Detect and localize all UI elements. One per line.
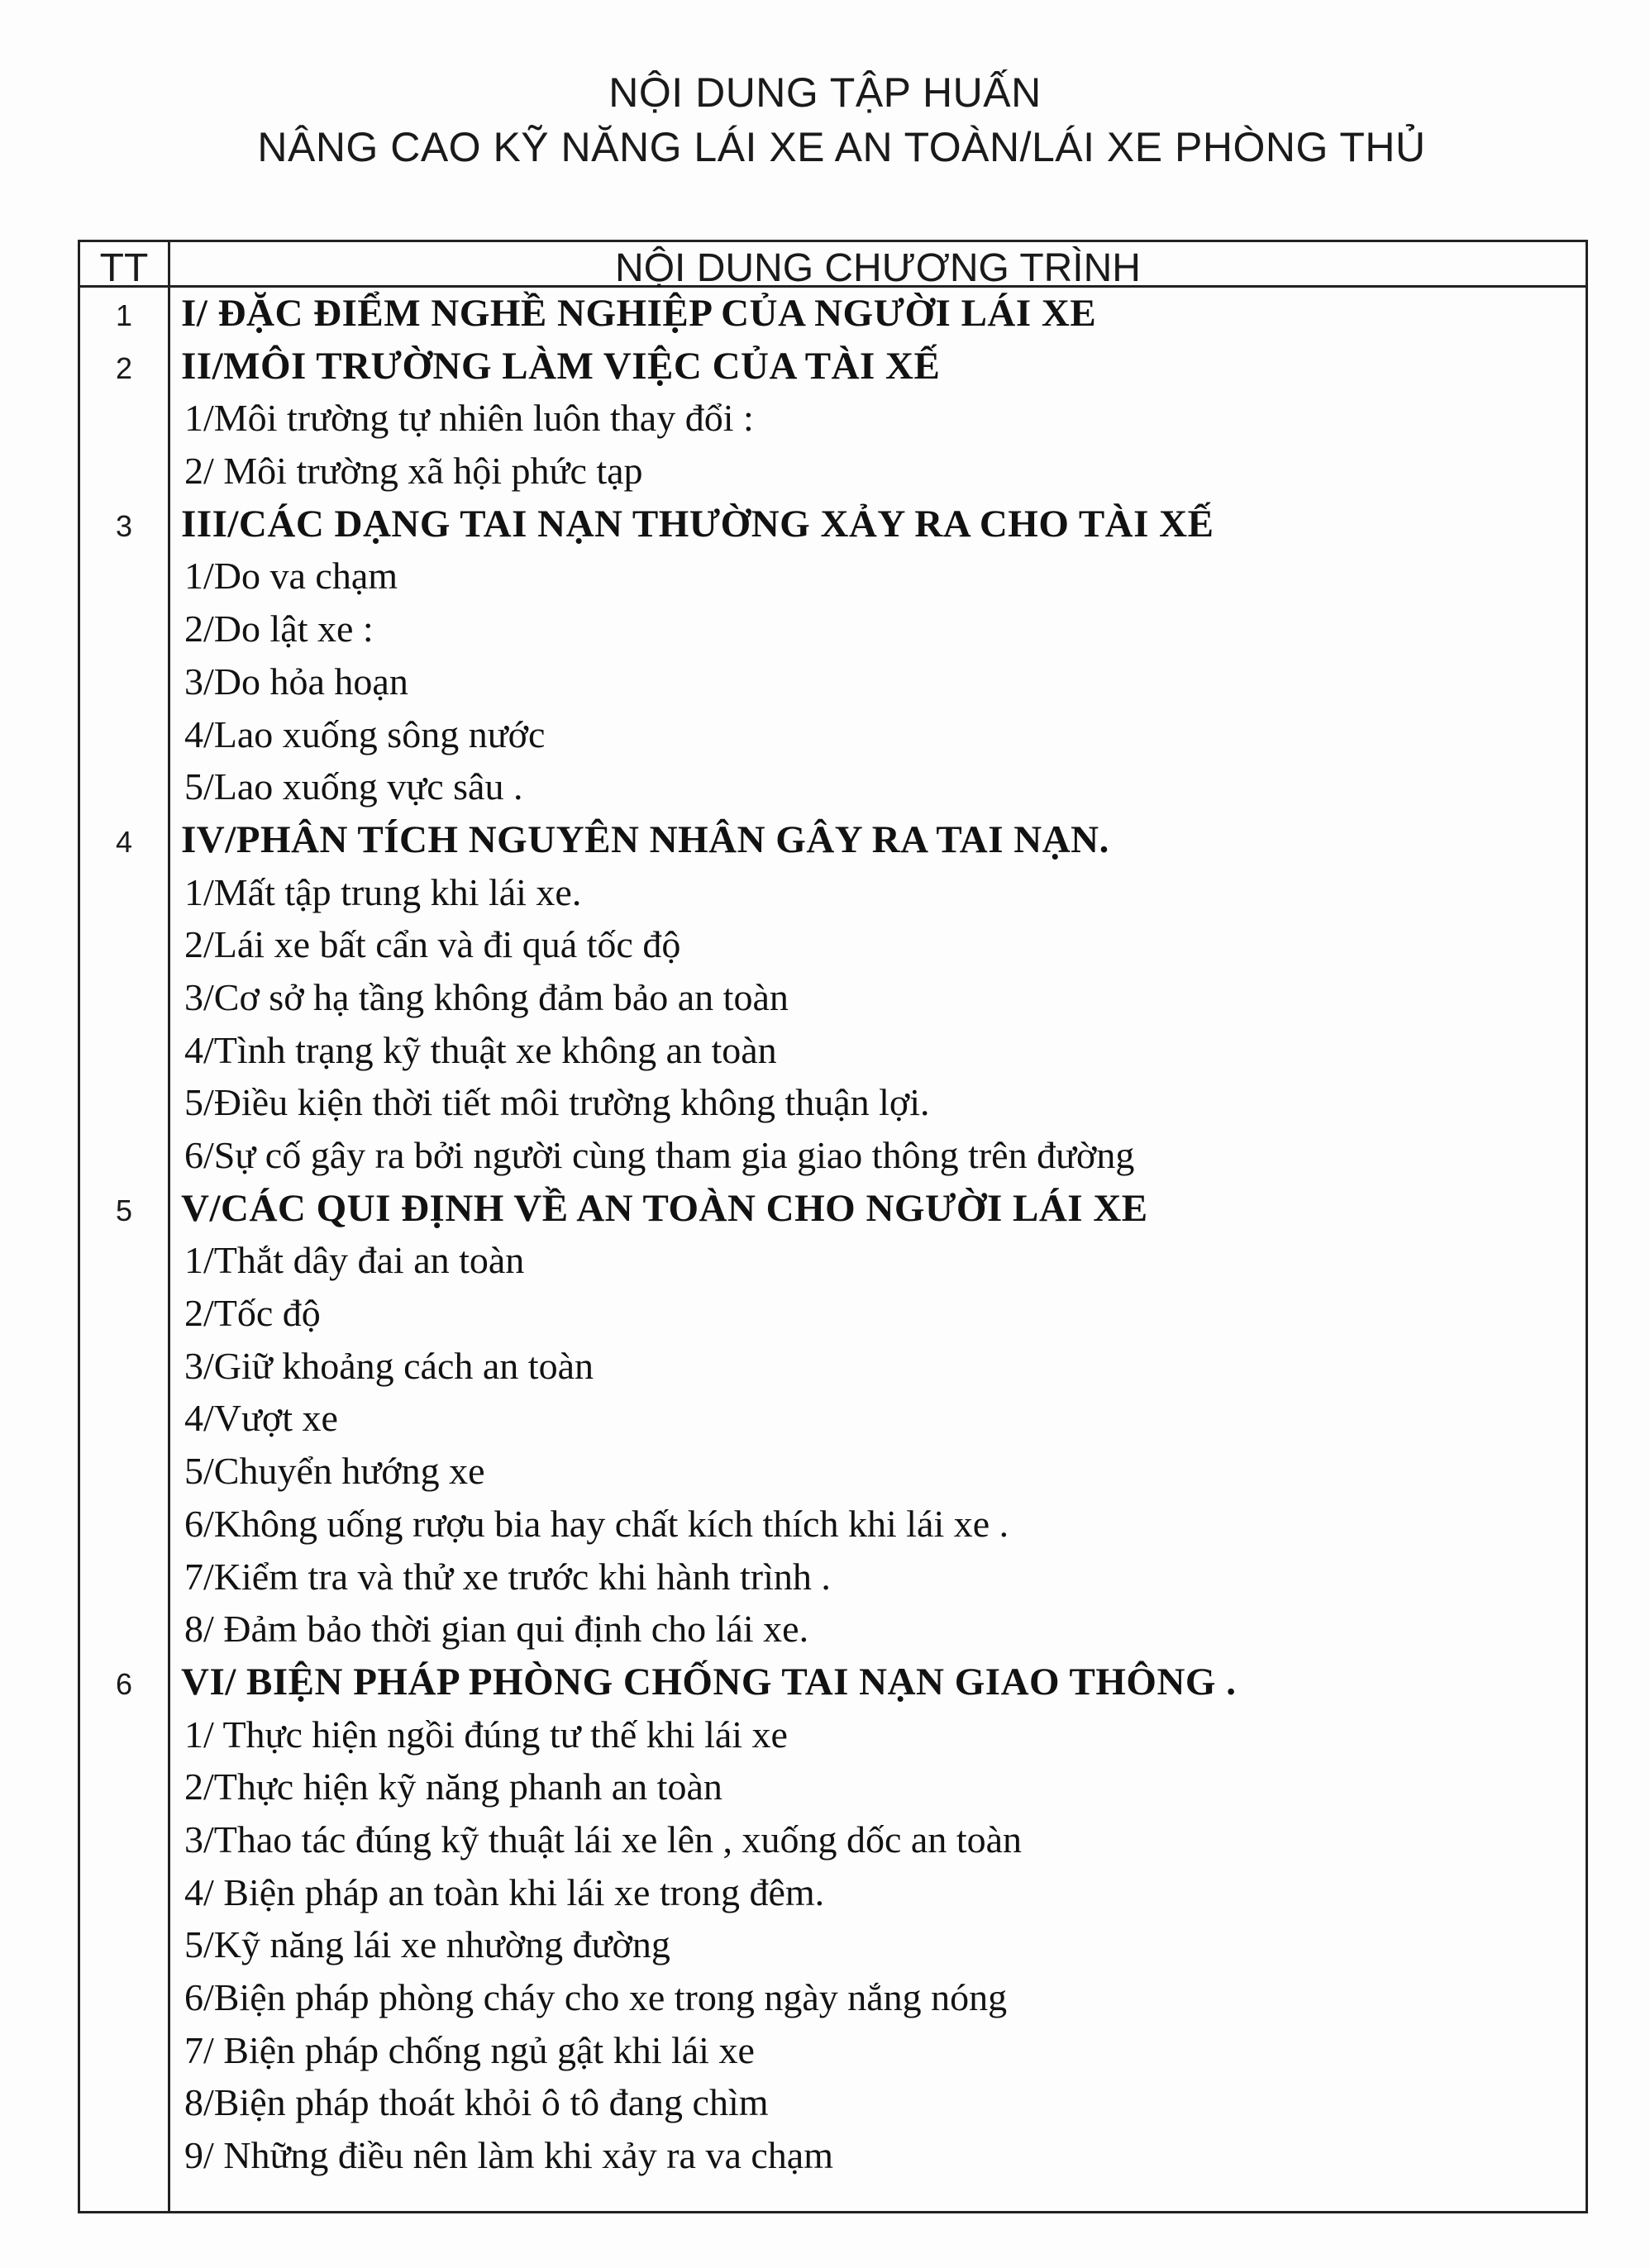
table-row — [80, 1761, 1586, 1814]
table-row — [80, 1288, 1586, 1341]
list-item: 6/Sự cố gây ra bởi người cùng tham gia giao thông trên đường — [184, 1134, 1135, 1176]
table-row — [80, 1341, 1586, 1394]
table-row — [80, 2130, 1586, 2183]
list-item: 6/Không uống rượu bia hay chất kích thích khi lái xe . — [184, 1502, 1009, 1545]
list-item: 8/Biện pháp thoát khỏi ô tô đang chìm — [184, 2081, 769, 2124]
list-item: 1/Môi trường tự nhiên luôn thay đổi : — [184, 397, 754, 440]
table-row — [80, 1498, 1586, 1551]
table-row — [80, 867, 1586, 920]
table-body — [80, 288, 1586, 2183]
section-heading: VI/ BIỆN PHÁP PHÒNG CHỐNG TAI NẠN GIAO THÔNG . — [181, 1660, 1237, 1703]
list-item: 2/ Môi trường xã hội phức tạp — [184, 450, 643, 493]
list-item: 5/Điều kiện thời tiết môi trường không thuận lợi. — [184, 1081, 930, 1124]
table-row — [80, 709, 1586, 762]
list-item: 3/Giữ khoảng cách an toàn — [184, 1344, 594, 1387]
list-item: 4/Lao xuống sông nước — [184, 712, 546, 755]
document-title: NỘI DUNG TẬP HUẤN — [608, 69, 1042, 116]
list-item: 3/Cơ sở hạ tầng không đảm bảo an toàn — [184, 975, 789, 1018]
table-row — [80, 1446, 1586, 1498]
list-item: 6/Biện pháp phòng cháy cho xe trong ngày nắng nóng — [184, 1976, 1008, 2018]
list-item: 8/ Đảm bảo thời gian qui định cho lái xe. — [184, 1608, 809, 1651]
table-row — [80, 656, 1586, 709]
section-heading: III/CÁC DẠNG TAI NẠN THƯỜNG XẢY RA CHO TÀI XẾ — [181, 502, 1214, 546]
table-row — [80, 1656, 1586, 1709]
list-item: 2/Do lật xe : — [184, 608, 374, 650]
row-number: 5 — [115, 1193, 133, 1227]
table-row — [80, 1130, 1586, 1183]
table-row — [80, 1972, 1586, 2025]
header-tt: TT — [99, 246, 149, 290]
table-row — [80, 814, 1586, 867]
row-number: 3 — [115, 508, 133, 543]
document-subtitle: NÂNG CAO KỸ NĂNG LÁI XE AN TOÀN/LÁI XE PHÒNG THỦ — [257, 124, 1426, 170]
list-item: 1/Thắt dây đai an toàn — [184, 1239, 525, 1282]
list-item: 7/Kiểm tra và thử xe trước khi hành trình . — [184, 1555, 831, 1598]
section-heading: II/MÔI TRƯỜNG LÀM VIỆC CỦA TÀI XẾ — [181, 344, 941, 388]
table-row — [80, 972, 1586, 1025]
table-row — [80, 761, 1586, 814]
table-row — [80, 288, 1586, 341]
list-item: 3/Do hỏa hoạn — [184, 660, 408, 703]
list-item: 4/Tình trạng kỹ thuật xe không an toàn — [184, 1028, 777, 1071]
table-row — [80, 1867, 1586, 1920]
table-row — [80, 341, 1586, 393]
table-row — [80, 446, 1586, 498]
list-item: 5/Lao xuống vực sâu . — [184, 765, 523, 808]
table-row — [80, 1551, 1586, 1604]
header-content: NỘI DUNG CHƯƠNG TRÌNH — [615, 246, 1141, 290]
table-row — [80, 1814, 1586, 1867]
table-row — [80, 2025, 1586, 2078]
table-row — [80, 1077, 1586, 1130]
table-row — [80, 1235, 1586, 1288]
list-item: 3/Thao tác đúng kỹ thuật lái xe lên , xuống dốc an toàn — [184, 1818, 1023, 1861]
table-row — [80, 919, 1586, 972]
program-table — [78, 240, 1588, 2213]
section-heading: V/CÁC QUI ĐỊNH VỀ AN TOÀN CHO NGƯỜI LÁI XE — [181, 1186, 1148, 1230]
table-row — [80, 2077, 1586, 2130]
list-item: 2/Thực hiện kỹ năng phanh an toàn — [184, 1765, 722, 1808]
list-item: 5/Kỹ năng lái xe nhường đường — [184, 1923, 670, 1966]
table-row — [80, 1025, 1586, 1078]
section-heading: IV/PHÂN TÍCH NGUYÊN NHÂN GÂY RA TAI NẠN. — [181, 817, 1109, 861]
row-number: 1 — [115, 298, 133, 332]
row-number: 2 — [115, 350, 133, 385]
section-heading: I/ ĐẶC ĐIỂM NGHỀ NGHIỆP CỦA NGƯỜI LÁI XE — [181, 292, 1097, 335]
table-row — [80, 1603, 1586, 1656]
list-item: 2/Lái xe bất cẩn và đi quá tốc độ — [184, 923, 681, 966]
table-row — [80, 1393, 1586, 1446]
list-item: 7/ Biện pháp chống ngủ gật khi lái xe — [184, 2028, 755, 2071]
list-item: 1/Mất tập trung khi lái xe. — [184, 870, 582, 913]
list-item: 9/ Những điều nên làm khi xảy ra va chạm — [184, 2134, 833, 2177]
row-number: 6 — [115, 1666, 133, 1701]
table-row — [80, 550, 1586, 603]
list-item: 1/Do va chạm — [184, 555, 398, 598]
table-row — [80, 1709, 1586, 1762]
list-item: 4/ Biện pháp an toàn khi lái xe trong đêm. — [184, 1870, 825, 1913]
row-number: 4 — [115, 824, 133, 859]
table-row — [80, 1183, 1586, 1236]
table-row — [80, 498, 1586, 551]
list-item: 2/Tốc độ — [184, 1292, 321, 1335]
table-row — [80, 1919, 1586, 1972]
table-row — [80, 393, 1586, 446]
list-item: 4/Vượt xe — [184, 1397, 338, 1440]
list-item: 1/ Thực hiện ngồi đúng tư thế khi lái xe — [184, 1713, 788, 1756]
table-row — [80, 603, 1586, 656]
list-item: 5/Chuyển hướng xe — [184, 1450, 485, 1493]
